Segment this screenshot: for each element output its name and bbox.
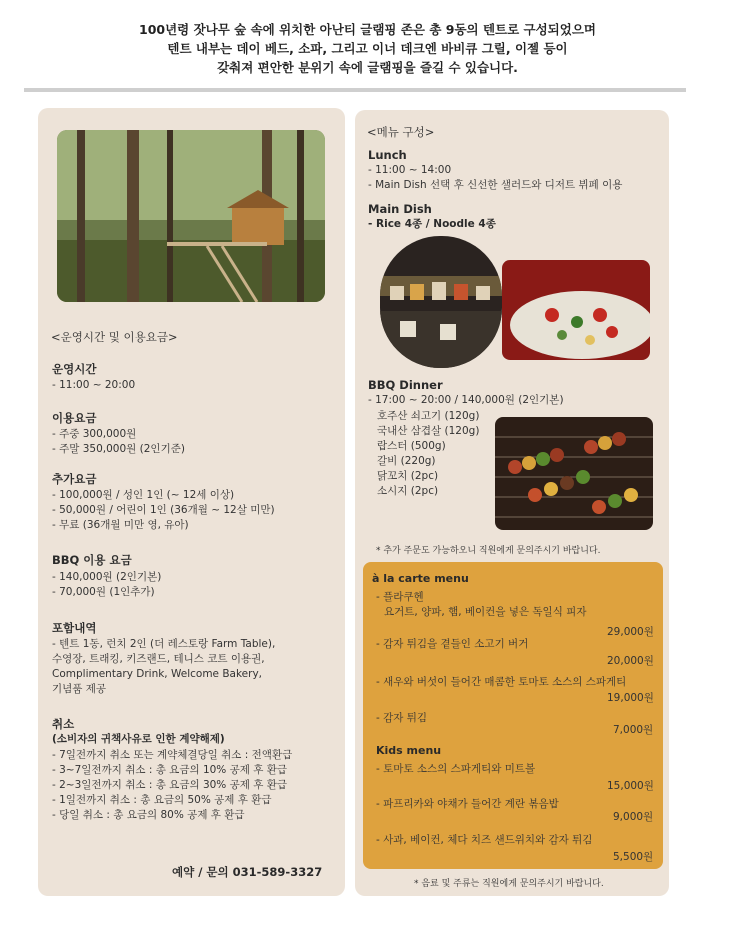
bbq-fee-line: - 140,000원 (2인기본) bbox=[52, 571, 162, 583]
bbq-item: 랍스터 (500g) bbox=[377, 440, 446, 452]
carte-item-name: - 새우와 버섯이 들어간 매콤한 토마토 소스의 스파게티 bbox=[376, 676, 627, 688]
fees-line: - 주말 350,000원 (2인기준) bbox=[52, 443, 185, 455]
kids-item-price: 15,000원 bbox=[607, 780, 654, 792]
intro-text bbox=[60, 20, 675, 77]
hours-title: 운영시간 bbox=[52, 362, 97, 376]
note-additional-order: * 추가 주문도 가능하오니 직원에게 문의주시기 바랍니다. bbox=[376, 546, 601, 556]
fees-line: - 주중 300,000원 bbox=[52, 428, 137, 440]
cancel-line: - 3~7일전까지 취소 : 총 요금의 10% 공제 후 환급 bbox=[52, 764, 288, 776]
includes-line: - 텐트 1동, 런치 2인 (더 레스토랑 Farm Table), bbox=[52, 638, 276, 650]
intro-line-3: 갖춰져 편안한 분위기 속에 글램핑을 즐길 수 있습니다. bbox=[217, 60, 518, 75]
intro-line-1: 100년령 잣나무 숲 속에 위치한 아난티 글램핑 존은 총 9동의 텐트로 구성되었으며 bbox=[139, 22, 596, 37]
divider bbox=[24, 88, 686, 92]
bbq-fee-line: - 70,000원 (1인추가) bbox=[52, 586, 155, 598]
carte-item-price: 20,000원 bbox=[607, 655, 654, 667]
carte-item-desc: 요거트, 양파, 햄, 베이컨을 넣은 독일식 피자 bbox=[384, 606, 587, 618]
intro-line-2: 텐트 내부는 데이 베드, 소파, 그리고 이너 데크엔 바비큐 그릴, 이젤 등이 bbox=[167, 41, 568, 56]
treehouse-photo bbox=[57, 130, 325, 302]
cancel-title: 취소 bbox=[52, 717, 75, 731]
note-drinks: * 음료 및 주류는 직원에게 문의주시기 바랍니다. bbox=[414, 879, 604, 889]
salad-photo bbox=[502, 260, 650, 360]
lunch-line: - 11:00 ~ 14:00 bbox=[368, 164, 452, 176]
kids-item-name: - 파프리카와 야채가 들어간 계란 볶음밥 bbox=[376, 798, 559, 810]
kids-item-name: - 토마토 소스의 스파게티와 미트볼 bbox=[376, 763, 536, 775]
bbq-dinner-time: - 17:00 ~ 20:00 / 140,000원 (2인기본) bbox=[368, 394, 564, 406]
bbq-dinner-title: BBQ Dinner bbox=[368, 378, 443, 392]
carte-item-price: 7,000원 bbox=[613, 724, 654, 736]
kids-item-price: 9,000원 bbox=[613, 811, 654, 823]
bbq-item: 소시지 (2pc) bbox=[377, 485, 439, 497]
skewer-photo bbox=[495, 417, 653, 530]
bbq-item: 갈비 (220g) bbox=[377, 455, 436, 467]
contact-info: 예약 / 문의 031-589-3327 bbox=[172, 865, 323, 879]
kids-item-name: - 사과, 베이컨, 체다 치즈 샌드위치와 감자 튀김 bbox=[376, 834, 593, 846]
lunch-title: Lunch bbox=[368, 148, 407, 162]
cancel-subtitle: (소비자의 귀책사유로 인한 계약해제) bbox=[52, 733, 225, 745]
carte-item-price: 29,000원 bbox=[607, 626, 654, 638]
carte-item-name: - 감자 튀김을 곁들인 소고기 버거 bbox=[376, 638, 529, 650]
extra-line: - 100,000원 / 성인 1인 (~ 12세 이상) bbox=[52, 489, 235, 501]
carte-item-name: - 감자 튀김 bbox=[376, 712, 428, 724]
cancel-line: - 당일 취소 : 총 요금의 80% 공제 후 환급 bbox=[52, 809, 245, 821]
lunch-line: - Main Dish 선택 후 신선한 샐러드와 디저트 뷔페 이용 bbox=[368, 179, 623, 191]
hours-line: - 11:00 ~ 20:00 bbox=[52, 379, 136, 391]
includes-line: Complimentary Drink, Welcome Bakery, bbox=[52, 668, 263, 680]
main-dish-line: - Rice 4종 / Noodle 4종 bbox=[368, 218, 496, 230]
extra-line: - 50,000원 / 어린이 1인 (36개월 ~ 12살 미만) bbox=[52, 504, 275, 516]
bbq-fee-title: BBQ 이용 요금 bbox=[52, 553, 132, 567]
buffet-photo bbox=[380, 236, 502, 368]
carte-title: à la carte menu bbox=[372, 572, 469, 585]
kids-item-price: 5,500원 bbox=[613, 851, 654, 863]
bbq-item: 국내산 삼겹살 (120g) bbox=[377, 425, 480, 437]
fees-title: 이용요금 bbox=[52, 411, 97, 425]
carte-item-name: - 플라쿠헨 bbox=[376, 591, 424, 603]
cancel-line: - 7일전까지 취소 또는 계약체결당일 취소 : 전액환급 bbox=[52, 749, 293, 761]
kids-menu-title: Kids menu bbox=[376, 744, 442, 757]
operating-section-title: <운영시간 및 이용요금> bbox=[51, 330, 178, 344]
carte-item-price: 19,000원 bbox=[607, 692, 654, 704]
cancel-line: - 2~3일전까지 취소 : 총 요금의 30% 공제 후 환급 bbox=[52, 779, 288, 791]
menu-section-title: <메뉴 구성> bbox=[367, 125, 435, 139]
extra-title: 추가요금 bbox=[52, 472, 97, 486]
cancel-line: - 1일전까지 취소 : 총 요금의 50% 공제 후 환급 bbox=[52, 794, 272, 806]
includes-line: 수영장, 트래킹, 키즈랜드, 테니스 코트 이용권, bbox=[52, 653, 265, 665]
main-dish-title: Main Dish bbox=[368, 202, 432, 216]
includes-title: 포함내역 bbox=[52, 621, 97, 635]
extra-line: - 무료 (36개월 미만 영, 유아) bbox=[52, 519, 189, 531]
bbq-item: 호주산 쇠고기 (120g) bbox=[377, 410, 480, 422]
includes-line: 기념품 제공 bbox=[52, 683, 107, 695]
bbq-item: 닭꼬치 (2pc) bbox=[377, 470, 439, 482]
